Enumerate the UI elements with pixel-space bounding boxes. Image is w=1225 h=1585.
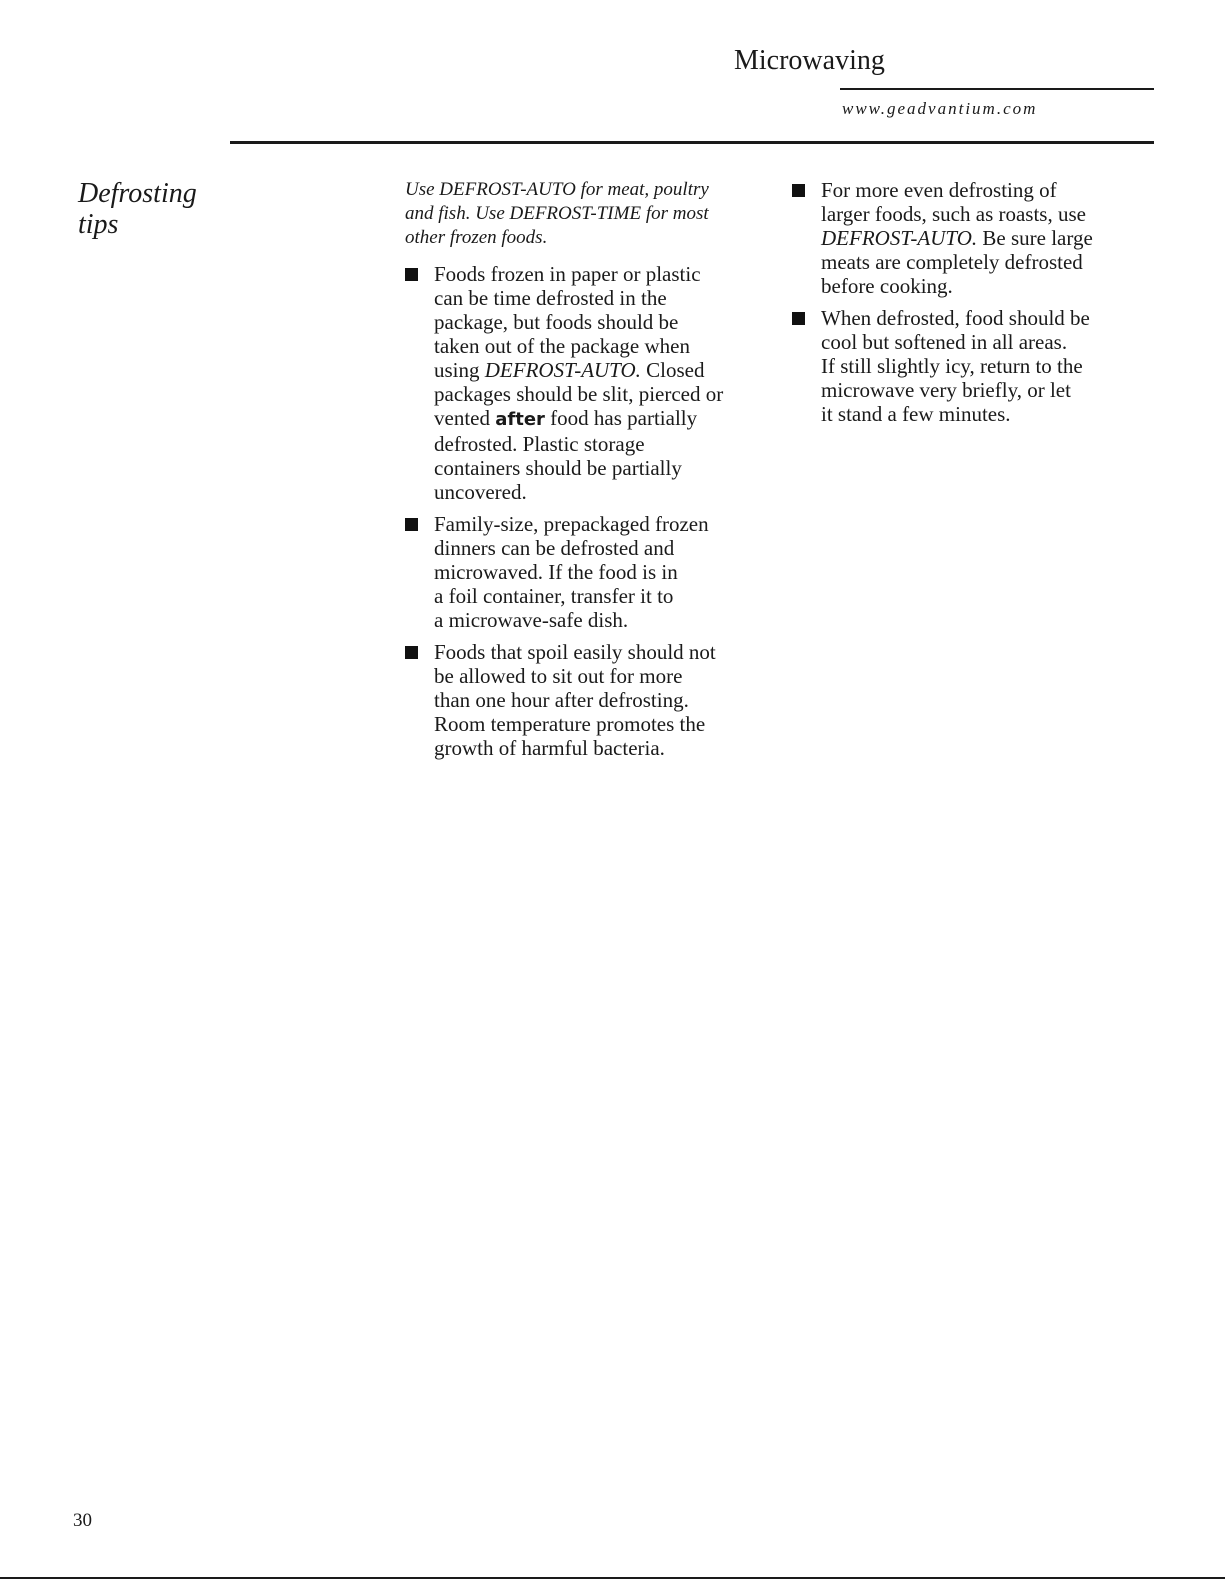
text-run: food has partially (544, 406, 698, 430)
text-line: it stand a few minutes. (821, 402, 1011, 426)
list-item (405, 512, 780, 632)
text-run: vented (434, 406, 496, 430)
text-line: Room temperature promotes the (434, 712, 706, 736)
text-line: defrosted. Plastic storage (434, 432, 645, 456)
text-line: a foil container, transfer it to (434, 584, 674, 608)
section-title: Microwaving (734, 45, 885, 76)
list-item (792, 306, 1162, 426)
square-bullet-icon (405, 518, 418, 531)
tips-list (792, 178, 1162, 426)
text-line: packages should be slit, pierced or (434, 382, 724, 406)
text-line: larger foods, such as roasts, use (821, 202, 1086, 226)
text-line: microwaved. If the food is in (434, 560, 678, 584)
intro-line: other frozen foods. (405, 227, 548, 248)
square-bullet-icon (405, 646, 418, 659)
square-bullet-icon (405, 268, 418, 281)
text-line: be allowed to sit out for more (434, 664, 683, 688)
text-line: For more even defrosting of (821, 178, 1057, 202)
left-column (405, 178, 780, 768)
text-line: Foods that spoil easily should not (434, 640, 716, 664)
text-line (821, 226, 1162, 250)
text-line: package, but foods should be (434, 310, 679, 334)
text-run: Be sure large (977, 226, 1093, 250)
website-url: www.geadvantium.com (842, 99, 1038, 118)
tips-list (405, 262, 780, 760)
side-heading-line: tips (78, 209, 119, 240)
mode-name: DEFROST-AUTO. (821, 226, 978, 250)
right-column (792, 178, 1162, 434)
text-run: using (434, 358, 485, 382)
text-line: meats are completely defrosted (821, 250, 1083, 274)
list-item (792, 178, 1162, 298)
text-line: growth of harmful bacteria. (434, 736, 665, 760)
text-line: Family-size, prepackaged frozen (434, 512, 709, 536)
page-bottom-rule (0, 1577, 1225, 1579)
text-line: When defrosted, food should be (821, 306, 1090, 330)
text-line (434, 358, 780, 382)
text-line (434, 406, 780, 432)
mode-name: DEFROST-AUTO. (484, 358, 641, 382)
text-line: If still slightly icy, return to the (821, 354, 1083, 378)
text-line: Foods frozen in paper or plastic (434, 262, 701, 286)
text-run: Closed (640, 358, 705, 382)
square-bullet-icon (792, 312, 805, 325)
text-line: taken out of the package when (434, 334, 690, 358)
text-line: cool but softened in all areas. (821, 330, 1068, 354)
intro-line: Use DEFROST-AUTO for meat, poultry (405, 179, 709, 200)
emphasis-word: after (495, 409, 545, 430)
text-line: than one hour after defrosting. (434, 688, 689, 712)
list-item (405, 640, 780, 760)
page-number: 30 (73, 1510, 92, 1531)
text-line: dinners can be defrosted and (434, 536, 675, 560)
list-item (405, 262, 780, 504)
section-divider (230, 141, 1154, 144)
side-heading (78, 178, 238, 240)
text-line: a microwave-safe dish. (434, 608, 629, 632)
intro-note (405, 178, 780, 250)
intro-line: and fish. Use DEFROST-TIME for most (405, 203, 709, 224)
text-line: before cooking. (821, 274, 953, 298)
text-line: can be time defrosted in the (434, 286, 667, 310)
text-line: uncovered. (434, 480, 527, 504)
text-line: microwave very briefly, or let (821, 378, 1071, 402)
text-line: containers should be partially (434, 456, 682, 480)
header-rule (840, 88, 1154, 90)
square-bullet-icon (792, 184, 805, 197)
side-heading-line: Defrosting (78, 178, 197, 209)
